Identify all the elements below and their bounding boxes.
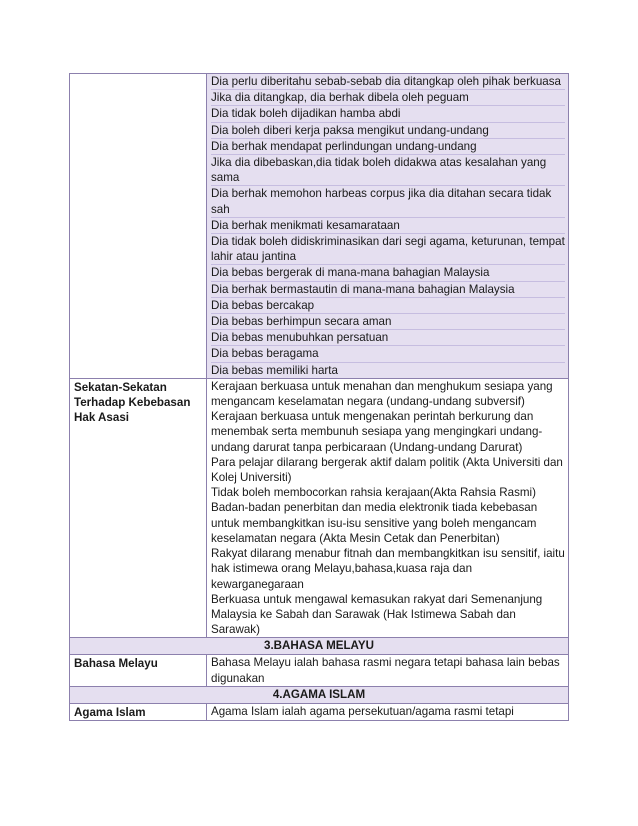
bahasa-label: Bahasa Melayu [70,655,207,686]
list-item: Dia perlu diberitahu sebab-sebab dia ditangkap oleh pihak berkuasa [211,74,565,90]
list-item: Dia tidak boleh dijadikan hamba abdi [211,106,565,122]
list-item: Dia berhak bermastautin di mana-mana bahagian Malaysia [211,282,565,298]
list-item: Dia bebas beragama [211,346,565,362]
list-item: Dia bebas bercakap [211,298,565,314]
list-item: Dia berhak mendapat perlindungan undang-undang [211,139,565,155]
hak-asasi-list [207,74,569,379]
list-item: Jika dia ditangkap, dia berhak dibela oleh peguam [211,90,565,106]
bahasa-text: Bahasa Melayu ialah bahasa rasmi negara tetapi bahasa lain bebas digunakan [207,655,569,686]
list-item: Badan-badan penerbitan dan media elektronik tiada kebebasan untuk membangkitkan isu-isu sensitive yang boleh mengancam keselamatan negara (Akta Mesin Cetak dan Penerbitan) [211,501,538,545]
sekatan-row [70,378,569,637]
list-item: Dia bebas berhimpun secara aman [211,314,565,330]
section-heading: 4.AGAMA ISLAM [70,686,569,703]
section-heading: 3.BAHASA MELAYU [70,638,569,655]
section-heading-row [70,638,569,655]
list-item: Jika dia dibebaskan,dia tidak boleh didakwa atas kesalahan yang sama [211,155,565,186]
rights-table [69,73,569,721]
agama-text: Agama Islam ialah agama persekutuan/agama rasmi tetapi [207,703,569,720]
sekatan-list [207,378,569,637]
list-item: Dia bebas memiliki harta [211,363,338,377]
agama-row [70,703,569,720]
sekatan-label: Sekatan-Sekatan Terhadap Kebebasan Hak Asasi [70,378,207,637]
hak-asasi-row [70,74,569,379]
list-item: Dia berhak menikmati kesamarataan [211,218,565,234]
list-item: Dia berhak memohon harbeas corpus jika dia ditahan secara tidak sah [211,186,565,217]
list-item: Tidak boleh membocorkan rahsia kerajaan(Akta Rahsia Rasmi) [211,486,536,500]
list-item: Rakyat dilarang menabur fitnah dan membangkitkan isu sensitif, iaitu hak istimewa orang Melayu,bahasa,kuasa raja dan kewarganegaraan [211,547,565,591]
list-item: Para pelajar dilarang bergerak aktif dalam politik (Akta Universiti dan Kolej Universiti) [211,455,563,485]
bahasa-row [70,655,569,686]
list-item: Kerajaan berkuasa untuk mengenakan perintah berkurung dan menembak serta membunuh sesiapa yang mengingkari undang-undang darurat tanpa perbicaraan (Undang-undang Darurat) [211,410,543,454]
list-item: Kerajaan berkuasa untuk menahan dan menghukum sesiapa yang mengancam keselamatan negara (undang-undang subversif) [211,379,553,409]
list-item: Dia bebas bergerak di mana-mana bahagian Malaysia [211,265,565,281]
list-item: Dia boleh diberi kerja paksa mengikut undang-undang [211,123,565,139]
list-item: Dia bebas menubuhkan persatuan [211,330,565,346]
empty-label-cell [70,74,207,379]
list-item: Dia tidak boleh didiskriminasikan dari segi agama, keturunan, tempat lahir atau jantina [211,234,565,265]
section-heading-row [70,686,569,703]
agama-label: Agama Islam [70,703,207,720]
list-item: Berkuasa untuk mengawal kemasukan rakyat dari Semenanjung Malaysia ke Sabah dan Sarawak (Hak Istimewa Sabah dan Sarawak) [211,592,543,637]
